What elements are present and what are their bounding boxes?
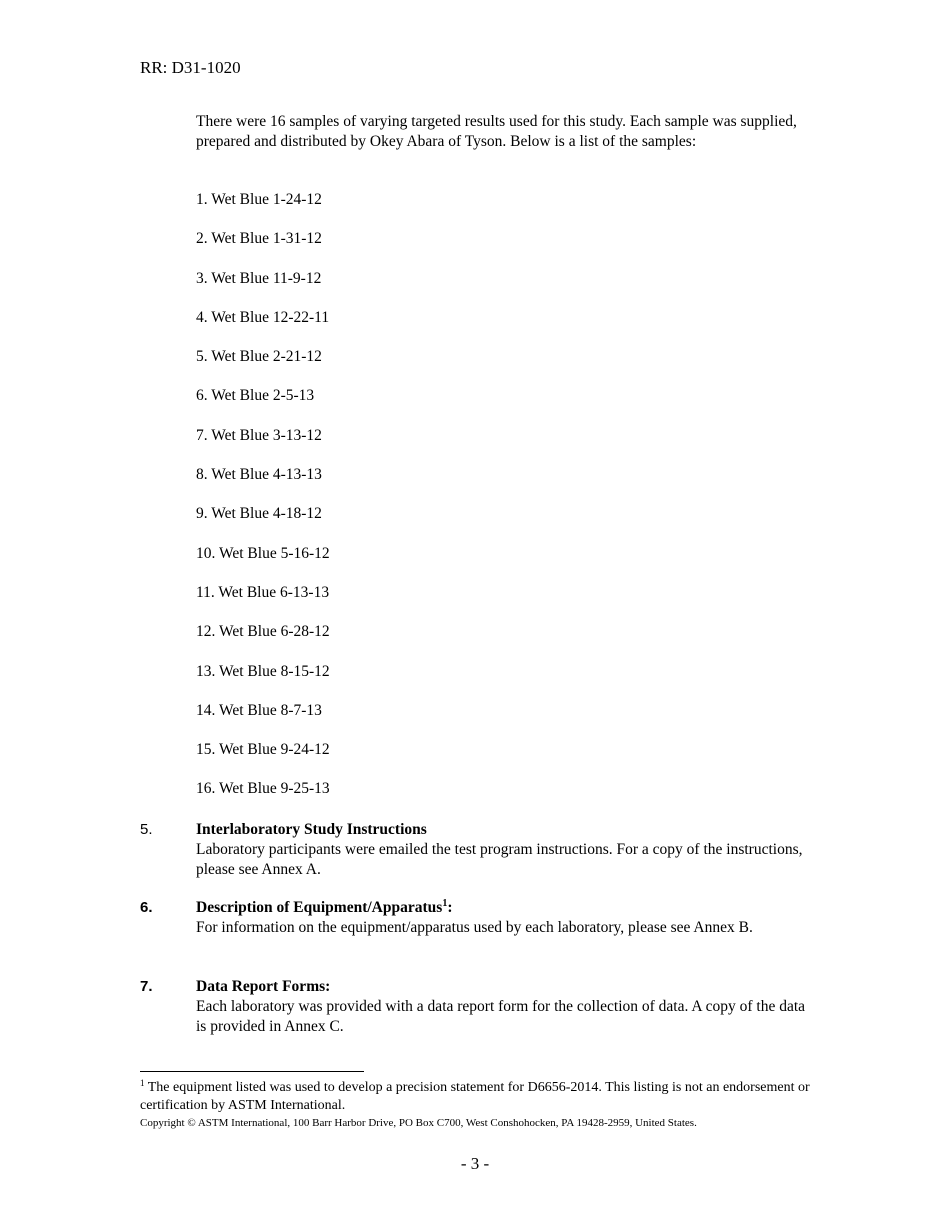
section-title: Interlaboratory Study Instructions: [196, 821, 427, 838]
section-text: For information on the equipment/apparatus used by each laboratory, please see Annex B.: [196, 919, 753, 936]
list-item: 8. Wet Blue 4-13-13: [196, 466, 322, 484]
section-title: Data Report Forms:: [196, 978, 331, 995]
section-title: [196, 898, 806, 918]
footnote: [140, 1079, 820, 1115]
footnote-reference: 1: [442, 898, 448, 909]
section-text: Laboratory participants were emailed the test program instructions. For a copy of the instructions, please see Annex A.: [196, 841, 803, 878]
section-number: 6.: [140, 899, 153, 916]
section-number: 5.: [140, 821, 153, 838]
list-item: 3. Wet Blue 11-9-12: [196, 269, 322, 287]
copyright-notice: Copyright © ASTM International, 100 Barr Harbor Drive, PO Box C700, West Conshohocken, PA 19428-2959, United States.: [140, 1117, 697, 1129]
intro-paragraph: There were 16 samples of varying targeted results used for this study. Each sample was supplied, prepared and distributed by Okey Abara of Tyson. Below is a list of the samples:: [196, 113, 797, 150]
section-number: 7.: [140, 978, 153, 995]
page-number: - 3 -: [460, 1154, 490, 1173]
list-item: 14. Wet Blue 8-7-13: [196, 701, 322, 719]
list-item: 12. Wet Blue 6-28-12: [196, 623, 330, 641]
list-item: 11. Wet Blue 6-13-13: [196, 583, 330, 601]
list-item: 4. Wet Blue 12-22-11: [196, 308, 330, 326]
list-item: 2. Wet Blue 1-31-12: [196, 230, 322, 248]
sample-list: [196, 190, 330, 819]
section-title-suffix: :: [447, 899, 453, 916]
list-item: 5. Wet Blue 2-21-12: [196, 348, 322, 366]
list-item: 7. Wet Blue 3-13-12: [196, 426, 322, 444]
document-header: RR: D31-1020: [140, 58, 241, 77]
list-item: 10. Wet Blue 5-16-12: [196, 544, 330, 562]
section-title-text: Description of Equipment/Apparatus: [196, 899, 443, 916]
section-text: Each laboratory was provided with a data report form for the collection of data. A copy of the data is provided in Annex C.: [196, 998, 806, 1035]
footnote-marker: 1: [140, 1078, 145, 1088]
list-item: 1. Wet Blue 1-24-12: [196, 191, 322, 208]
list-item: 13. Wet Blue 8-15-12: [196, 662, 330, 680]
footnote-divider: [140, 1071, 364, 1072]
list-item: 15. Wet Blue 9-24-12: [196, 741, 330, 759]
footnote-text: The equipment listed was used to develop a precision statement for D6656-2014. This listing is not an endorsement or certification by ASTM International.: [140, 1080, 810, 1113]
list-item: 6. Wet Blue 2-5-13: [196, 387, 315, 405]
list-item: 9. Wet Blue 4-18-12: [196, 505, 322, 523]
list-item: 16. Wet Blue 9-25-13: [196, 780, 330, 798]
